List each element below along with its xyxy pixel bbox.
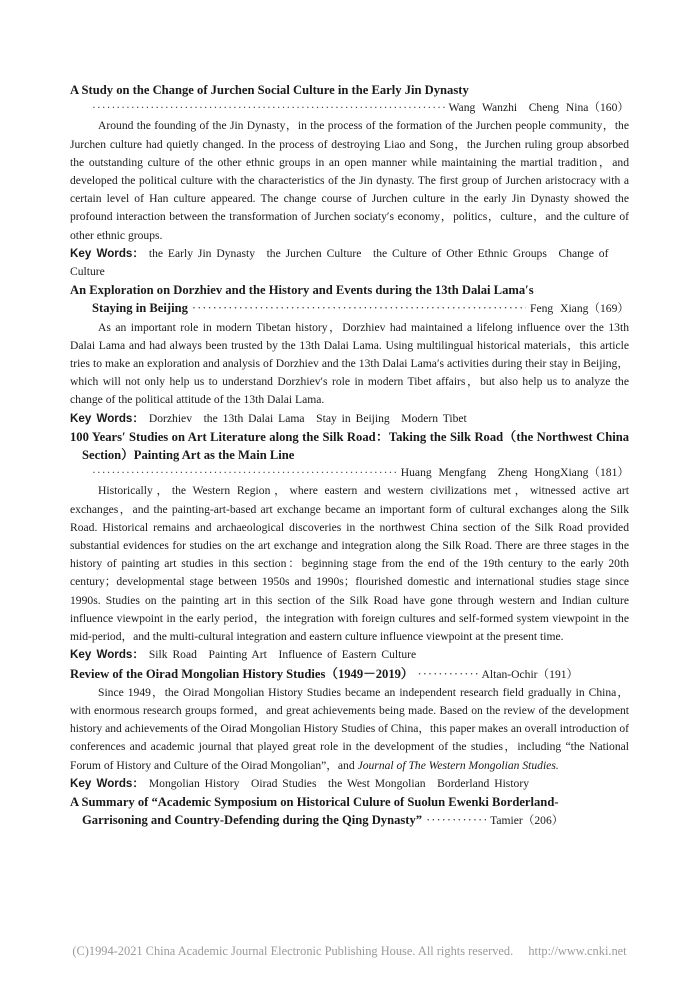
keywords (70, 410, 629, 428)
article-title: A Summary of “Academic Symposium on Historical Culure of Suolun Ewenki Borderland- (70, 794, 559, 809)
article-title: An Exploration on Dorzhiev and the History and Events during the 13th Dalai Lama′s (70, 283, 534, 298)
leader-dots (426, 811, 486, 829)
keywords-list: Silk Road Painting Art Influence of Eastern Culture (148, 648, 417, 662)
footer-url[interactable]: http://www.cnki.net (528, 944, 627, 958)
page-footer (0, 944, 699, 959)
leader-dots (92, 99, 445, 117)
author-line (70, 99, 629, 117)
article-abstract: As an important role in modern Tibetan history，Dorzhiev had maintained a lifelong influence over the 13th Dalai Lama and had always been trusted by the 13th Dalai Lama. Using multilingual historical materials，this article tries to make an exploration and analysis of Dorzhiev and the 13th Dalai Lama′s activities during their stay in Beijing，which will not only help us to understand Dorzhiev′s role in modern Tibet affairs，but also help us to analyze the change of the political attitude of the 13th Dalai Lama. (70, 320, 629, 407)
article-title: 100 Years′ Studies on Art Literature along the Silk Road：Taking the Silk Road（the Northwest China Section）Painting Art as the Main Line (70, 429, 629, 463)
keywords-list: the Early Jin Dynasty the Jurchen Culture the Culture of Other Ethnic Groups Change of Culture (70, 246, 609, 279)
keywords-list: Mongolian History Oirad Studies the West Mongolian Borderland History (148, 776, 529, 790)
leader-dots (92, 464, 397, 482)
keywords (70, 245, 629, 281)
abstract-text: Since 1949，the Oirad Mongolian History Studies became an independent research field gradually in China，with enormous research groups formed，and great achievements being made. Based on the review of the development history and achievements of the Oirad Mongolian History Studies of China，this paper makes an overall introduction of conferences and academic journal that played great role in the development of the studies，including “the National Forum of History and Culture of the Oirad Mongolian”，and (70, 685, 629, 772)
article-authors: Feng Xiang（169） (530, 302, 629, 316)
keywords-label: Key Words： (70, 776, 144, 790)
article-authors: Altan-Ochir（191） (481, 667, 579, 681)
article-title-cont: Staying in Beijing (92, 301, 188, 316)
author-line (70, 464, 629, 482)
article-authors: Huang Mengfang Zheng HongXiang（181） (400, 466, 629, 480)
keywords (70, 775, 629, 793)
journal-title: Journal of The Western Mongolian Studies. (357, 758, 559, 772)
article-title-cont: Garrisoning and Country-Defending during the Qing Dynasty” (82, 813, 423, 828)
article-title: A Study on the Change of Jurchen Social Culture in the Early Jin Dynasty (70, 83, 469, 97)
article-abstract (70, 684, 629, 775)
article-title: Review of the Oirad Mongolian History Studies（1949－2019） (70, 666, 414, 681)
leader-dots (192, 299, 526, 317)
keywords (70, 646, 629, 664)
keywords-label: Key Words： (70, 246, 144, 260)
article-abstract: Around the founding of the Jin Dynasty，in the process of the formation of the Jurchen people community，the Jurchen culture had quietly changed. In the process of destroying Liao and Song，the Jurchen ruling group absorbed the outstanding culture of the other ethnic groups in an open manner while maintaining the martial tradition，and developed the political culture with the characteristics of the Jin dynasty. The first group of Jurchen aristocracy with a certain level of Han culture appeared. The change course of Jurchen culture in the early Jin Dynasty showed the profound interaction between the transformation of Jurchen sociaty′s economy，politics，culture，and the culture of other ethnic groups. (70, 119, 629, 242)
title-author-row (70, 299, 629, 318)
article-authors: Tamier（206） (490, 814, 564, 828)
article-entry (70, 428, 629, 665)
article-entry (70, 793, 629, 830)
leader-dots (418, 665, 478, 683)
contents-page (70, 81, 629, 830)
keywords-label: Key Words： (70, 411, 144, 425)
article-entry (70, 81, 629, 281)
copyright-text: (C)1994-2021 China Academic Journal Electronic Publishing House. All rights reserved. (72, 944, 514, 958)
article-abstract: Historically，the Western Region，where eastern and western civilizations met，witnessed active art exchanges，and the painting-art-based art exchange became an important form of cultural exchanges along the Silk Road. Historical remains and archaeological discoveries in the northwest China section of the Silk Road provided substantial evidences for studies on the art exchange and integration along the Silk Road. There are three stages in the history of painting art studies in this section：beginning stage from the end of the 19th century to the early 20th century；developmental stage between 1950s and 1990s；flourished domestic and international studies stage since 1990s. Studies on the painting art in this section of the Silk Road have gone through western and Indian culture influence viewpoint in the early period，the integration with foreign cultures and self-formed system viewpoint in the mid-period，and the multi-cultural integration and eastern culture influence viewpoint at the present time. (70, 484, 629, 644)
article-entry (70, 665, 629, 793)
title-author-row (70, 811, 629, 830)
article-authors: Wang Wanzhi Cheng Nina（160） (448, 101, 629, 115)
title-author-row (70, 665, 629, 684)
keywords-label: Key Words： (70, 648, 144, 662)
article-entry (70, 281, 629, 428)
keywords-list: Dorzhiev the 13th Dalai Lama Stay in Beijing Modern Tibet (148, 411, 467, 425)
